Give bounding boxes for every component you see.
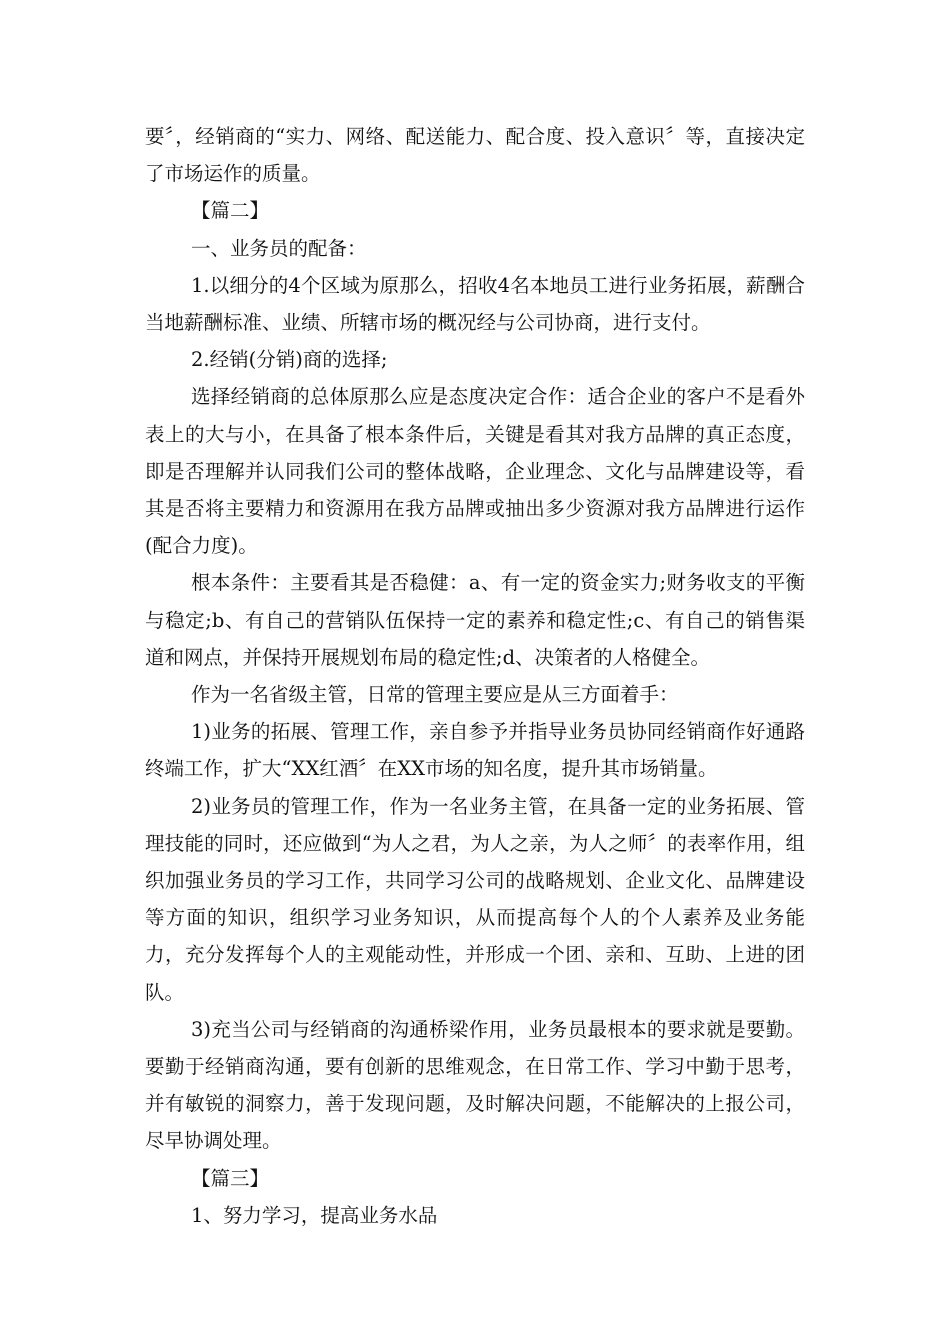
paragraph-6: 根本条件：主要看其是否稳健：a、有一定的资金实力;财务收支的平衡与稳定;b、有自己的营销队伍保持一定的素养和稳定性;c、有自己的销售渠道和网点，并保持开展规划布局的稳定性;d、决策者的人格健全。	[145, 571, 805, 669]
paragraph-5: 选择经销商的总体原那么应是态度决定合作：适合企业的客户不是看外表上的大与小，在具备了根本条件后，关键是看其对我方品牌的真正态度，即是否理解并认同我们公司的整体战略，企业理念、文化与品牌建设等，看其是否将主要精力和资源用在我方品牌或抽出多少资源对我方品牌进行运作(配合力度)。	[145, 385, 805, 558]
section-heading-3: 【篇三】	[191, 1166, 270, 1190]
paragraph-9: 2)业务员的管理工作，作为一名业务主管，在具备一定的业务拓展、管理技能的同时，还应做到“为人之君，为人之亲，为人之师〞的表率作用，组织加强业务员的学习工作，共同学习公司的战略规划、企业文化、品牌建设等方面的知识，组织学习业务知识，从而提高每个人的个人素养及业务能力，充分发挥每个人的主观能动性，并形成一个团、亲和、互助、上进的团队。	[145, 794, 805, 1004]
paragraph-2: 一、业务员的配备：	[191, 236, 367, 260]
section-heading-2: 【篇二】	[191, 199, 270, 223]
paragraph-11: 1、努力学习，提高业务水品	[191, 1203, 438, 1227]
document-body	[145, 118, 805, 1234]
paragraph-7: 作为一名省级主管，日常的管理主要应是从三方面着手：	[191, 683, 679, 707]
paragraph-8: 1)业务的拓展、管理工作，亲自参予并指导业务员协同经销商作好通路终端工作，扩大“XX红酒〞在XX市场的知名度，提升其市场销量。	[145, 720, 805, 781]
paragraph-4: 2.经销(分销)商的选择;	[191, 348, 388, 372]
paragraph-1: 要〞，经销商的“实力、网络、配送能力、配合度、投入意识〞等，直接决定了市场运作的质量。	[145, 125, 805, 186]
paragraph-3: 1.以细分的4个区域为原那么，招收4名本地员工进行业务拓展，薪酬合当地薪酬标准、业绩、所辖市场的概况经与公司协商，进行支付。	[145, 273, 805, 335]
paragraph-10: 3)充当公司与经销商的沟通桥梁作用，业务员最根本的要求就是要勤。要勤于经销商沟通，要有创新的思维观念，在日常工作、学习中勤于思考，并有敏锐的洞察力，善于发现问题，及时解决问题，不能解决的上报公司，尽早协调处理。	[145, 1017, 805, 1153]
